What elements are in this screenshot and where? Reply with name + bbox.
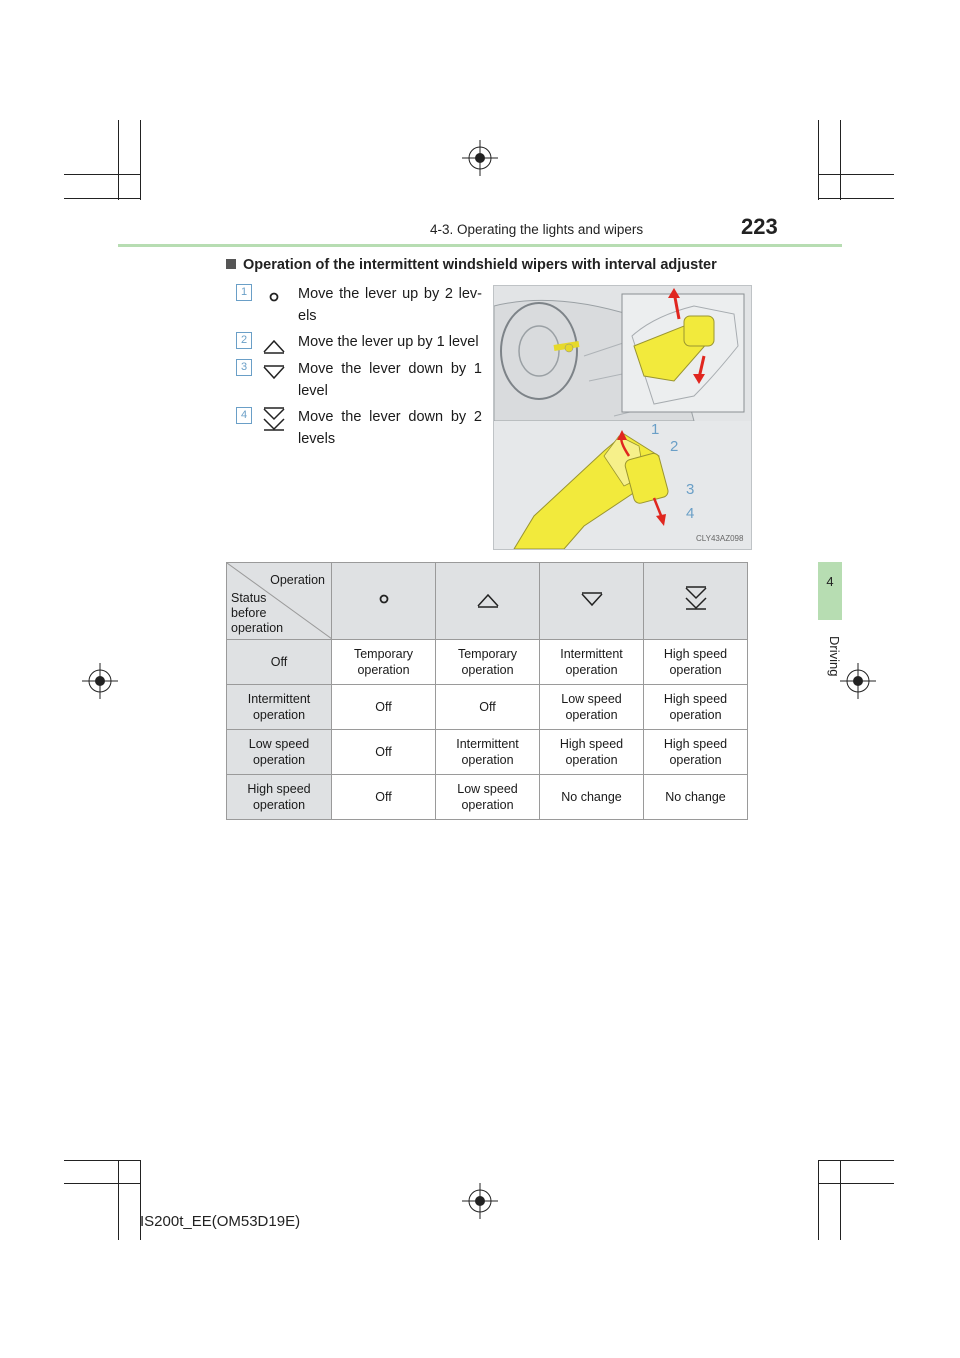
down-two-levels-icon	[261, 405, 287, 435]
crop-mark	[818, 1183, 894, 1184]
col-header-down-one	[540, 563, 644, 640]
table-row	[227, 640, 748, 685]
header-rule	[118, 244, 842, 247]
step-number: 3	[236, 359, 252, 376]
down-one-level-icon	[261, 359, 287, 385]
page-number: 223	[741, 214, 778, 239]
col-header-down-two	[644, 563, 748, 640]
table-row	[227, 685, 748, 730]
crop-mark	[64, 174, 140, 175]
table-cell: High speed operation	[644, 685, 748, 730]
section-title	[226, 257, 717, 273]
chapter-tab	[818, 562, 842, 620]
table-cell: Off	[332, 685, 436, 730]
crop-mark	[118, 120, 119, 200]
wiper-lever-illustration	[494, 286, 751, 549]
crop-mark	[118, 1160, 119, 1240]
callout-4: 4	[686, 505, 695, 522]
col-header-up-one	[436, 563, 540, 640]
step-text: Move the lever down by 2 levels	[298, 409, 482, 447]
figure-caption: CLY43AZ098	[696, 534, 744, 543]
table-cell: Off	[332, 730, 436, 775]
up-one-level-icon	[261, 332, 287, 358]
registration-target-icon	[462, 1183, 498, 1219]
corner-operation-label: Operation	[270, 573, 325, 587]
table-cell: Off	[332, 775, 436, 820]
table-header-row	[227, 563, 748, 640]
chapter-label-text: Driving	[827, 636, 842, 677]
table-cell: Low speed operation	[540, 685, 644, 730]
table-row	[227, 775, 748, 820]
table-cell: No change	[540, 775, 644, 820]
crop-mark	[64, 1183, 140, 1184]
crop-mark	[818, 174, 894, 175]
crop-mark	[818, 1160, 819, 1240]
registration-target-icon	[82, 663, 118, 699]
table-cell: Intermittent operation	[436, 730, 540, 775]
step-number: 4	[236, 407, 252, 424]
section-header: 4-3. Operating the lights and wipers	[430, 222, 644, 237]
step-text: Move the lever down by 1 level	[298, 361, 482, 399]
col-header-up-two	[332, 563, 436, 640]
down-two-levels-icon	[683, 584, 709, 614]
document-code: IS200t_EE(OM53D19E)	[140, 1213, 301, 1230]
crop-mark	[64, 1160, 140, 1161]
crop-mark	[818, 198, 894, 199]
row-status: Low speed operation	[227, 730, 332, 775]
callout-2: 2	[670, 438, 679, 455]
step-text: Move the lever up by 2 lev-els	[298, 286, 482, 324]
table-cell: High speed operation	[644, 640, 748, 685]
step-text: Move the lever up by 1 level	[298, 334, 479, 350]
row-status: Off	[227, 640, 332, 685]
crop-mark	[818, 120, 819, 200]
crop-mark	[818, 1160, 894, 1161]
row-status: High speed operation	[227, 775, 332, 820]
section-title-text: Operation of the intermittent windshield wipers with interval adjuster	[243, 257, 717, 273]
step-number: 2	[236, 332, 252, 349]
table-row	[227, 730, 748, 775]
table-cell: High speed operation	[644, 730, 748, 775]
step-number: 1	[236, 284, 252, 301]
registration-target-icon	[462, 140, 498, 176]
table-cell: Low speed operation	[436, 775, 540, 820]
wiper-operation-table	[226, 562, 748, 820]
up-one-level-icon	[475, 586, 501, 612]
table-cell: Temporary operation	[436, 640, 540, 685]
crop-mark	[840, 1160, 841, 1240]
chapter-label	[812, 636, 848, 696]
table-cell: Off	[436, 685, 540, 730]
corner-status-label: Status before operation	[231, 591, 284, 635]
wiper-lever-figure	[493, 285, 752, 550]
down-one-level-icon	[579, 586, 605, 612]
row-status: Intermittent operation	[227, 685, 332, 730]
crop-mark	[140, 120, 141, 200]
bullet-square-icon	[226, 259, 236, 269]
table-cell: No change	[644, 775, 748, 820]
callout-1: 1	[651, 421, 660, 438]
chapter-number: 4	[826, 574, 834, 589]
up-two-levels-icon	[261, 284, 287, 310]
crop-mark	[840, 120, 841, 200]
table-cell: Temporary operation	[332, 640, 436, 685]
crop-mark	[64, 198, 140, 199]
table-cell: Intermittent operation	[540, 640, 644, 685]
up-two-levels-icon	[371, 586, 397, 612]
table-corner-cell	[227, 563, 332, 640]
table-cell: High speed operation	[540, 730, 644, 775]
callout-3: 3	[686, 481, 695, 498]
